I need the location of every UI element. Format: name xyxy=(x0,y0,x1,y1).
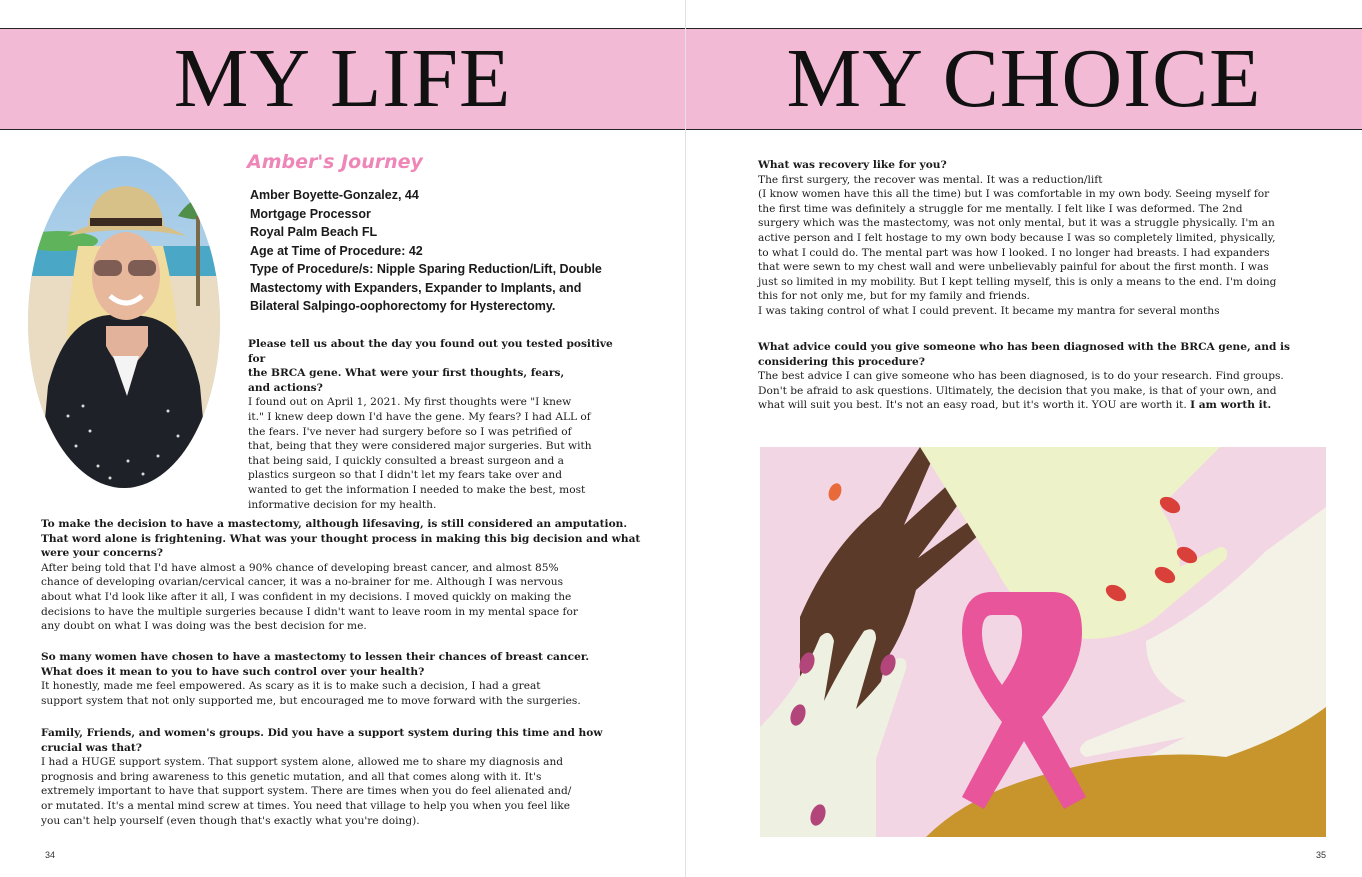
profile-details xyxy=(250,186,620,316)
qa-block-brca-result xyxy=(248,337,628,512)
profile-occupation: Mortgage Processor xyxy=(250,206,371,221)
qa-block-control-health xyxy=(41,650,671,708)
answer-support-system: I had a HUGE support system. That support system alone, allowed me to share my diagnosis and prognosis and bring awareness to this genetic mutation, and all that comes along with it. It's extremely important to have that support system. There are times when you do feel alienated and/ or mutated. It's a mental mind screw at times. You need that village to help you when you feel like you can't help yourself (even though that's exactly what you're doing). xyxy=(41,756,572,827)
right-header-title: MY CHOICE xyxy=(786,32,1262,125)
qa-block-mastectomy-decision xyxy=(41,517,671,634)
profile-procedure-line-2: Mastectomy with Expanders, Expander to Implants, and xyxy=(250,280,582,295)
answer-advice-emphasis: I am worth it. xyxy=(1190,399,1272,412)
question-recovery: What was recovery like for you? xyxy=(758,159,947,171)
hands-ribbon-illustration xyxy=(760,447,1326,837)
article-title: Amber's Journey xyxy=(247,151,423,173)
portrait-illustration xyxy=(28,156,220,488)
profile-age-at-procedure: Age at Time of Procedure: 42 xyxy=(250,243,423,258)
right-page-number: 35 xyxy=(1316,850,1327,860)
question-advice: What advice could you give someone who has been diagnosed with the BRCA gene, and is considering this procedure? xyxy=(758,341,1291,368)
answer-control-health: It honestly, made me feel empowered. As scary as it is to make such a decision, I had a great support system that not only supported me, but encouraged me to move forward with the surgeries. xyxy=(41,680,581,707)
answer-brca-result: I found out on April 1, 2021. My first thoughts were "I knew it." I knew deep down I'd have the gene. My fears? I had ALL of the fears. I've never had surgery before so I was petrified of that, being that they were considered major surgeries. But with that being said, I quickly consulted a breast surgeon and a plastics surgeon so that I didn't let my fears take over and wanted to get the information I needed to make the best, most informative decision for my health. xyxy=(248,396,592,511)
hands-ribbon-collage xyxy=(760,447,1326,837)
question-control-health: So many women have chosen to have a mastectomy to lessen their chances of breast cancer. What does it mean to you to have such control over your health? xyxy=(41,651,590,678)
qa-block-support-system xyxy=(41,726,671,828)
answer-advice xyxy=(758,369,1338,413)
right-page xyxy=(686,0,1362,877)
answer-mastectomy-decision: After being told that I'd have almost a 90% chance of developing breast cancer, and almost 85% chance of developing ovarian/cervical cancer, it was a no-brainer for me. Although I was nervous about what I'd look like after it all, I was confident in my decisions. I moved quickly on making the decisions to have the multiple surgeries because I didn't want to leave room in my mental space for any doubt on what I was doing was the best decision for me. xyxy=(41,561,578,633)
portrait-photo xyxy=(28,156,220,488)
left-header-title: MY LIFE xyxy=(173,32,512,125)
left-page-number: 34 xyxy=(45,850,56,860)
right-banner xyxy=(686,28,1362,130)
profile-name: Amber Boyette-Gonzalez, 44 xyxy=(250,188,419,202)
left-banner xyxy=(0,28,685,130)
profile-procedure-line-1: Type of Procedure/s: Nipple Sparing Reduction/Lift, Double xyxy=(250,262,602,276)
question-mastectomy-decision: To make the decision to have a mastectomy, although lifesaving, is still considered an amputation. That word alone is frightening. What was your thought process in making this big decision and what were your concerns? xyxy=(41,518,641,560)
answer-advice-text: The best advice I can give someone who has been diagnosed, is to do your research. Find groups. Don't be afraid to ask questions. Ultimately, the decision that you make, is that of your own, and what will suit you best. It's not an easy road, but it's worth it. YOU are worth it. xyxy=(758,370,1284,412)
profile-procedure-line-3: Bilateral Salpingo-oophorectomy for Hysterectomy. xyxy=(250,299,556,313)
question-support-system: Family, Friends, and women's groups. Did you have a support system during this time and how crucial was that? xyxy=(41,727,603,754)
qa-block-recovery xyxy=(758,158,1338,319)
question-brca-result: Please tell us about the day you found out you tested positive for the BRCA gene. What were your first thoughts, fears, and actions? xyxy=(248,338,613,394)
qa-block-advice xyxy=(758,340,1338,413)
profile-location: Royal Palm Beach FL xyxy=(250,225,378,239)
answer-recovery: The first surgery, the recover was mental. It was a reduction/lift (I know women have this all the time) but I was comfortable in my own body. Seeing myself for the first time was definitely a struggle for me mentally. I felt like I was deformed. The 2nd surgery which was the mastectomy, was not only mental, but it was a struggle physically. I'm an active person and I felt hostage to my own body because I was so completely limited, physically, to what I could do. The mental part was how I looked. I no longer had breasts. I had expanders that were sewn to my chest wall and were unbelievably painful for about the first month. I was just so limited in my mobility. But I kept telling myself, this is only a means to the end. I'm doing this for not only me, but for my family and friends. I was taking control of what I could prevent. It became my mantra for several months xyxy=(758,173,1277,317)
